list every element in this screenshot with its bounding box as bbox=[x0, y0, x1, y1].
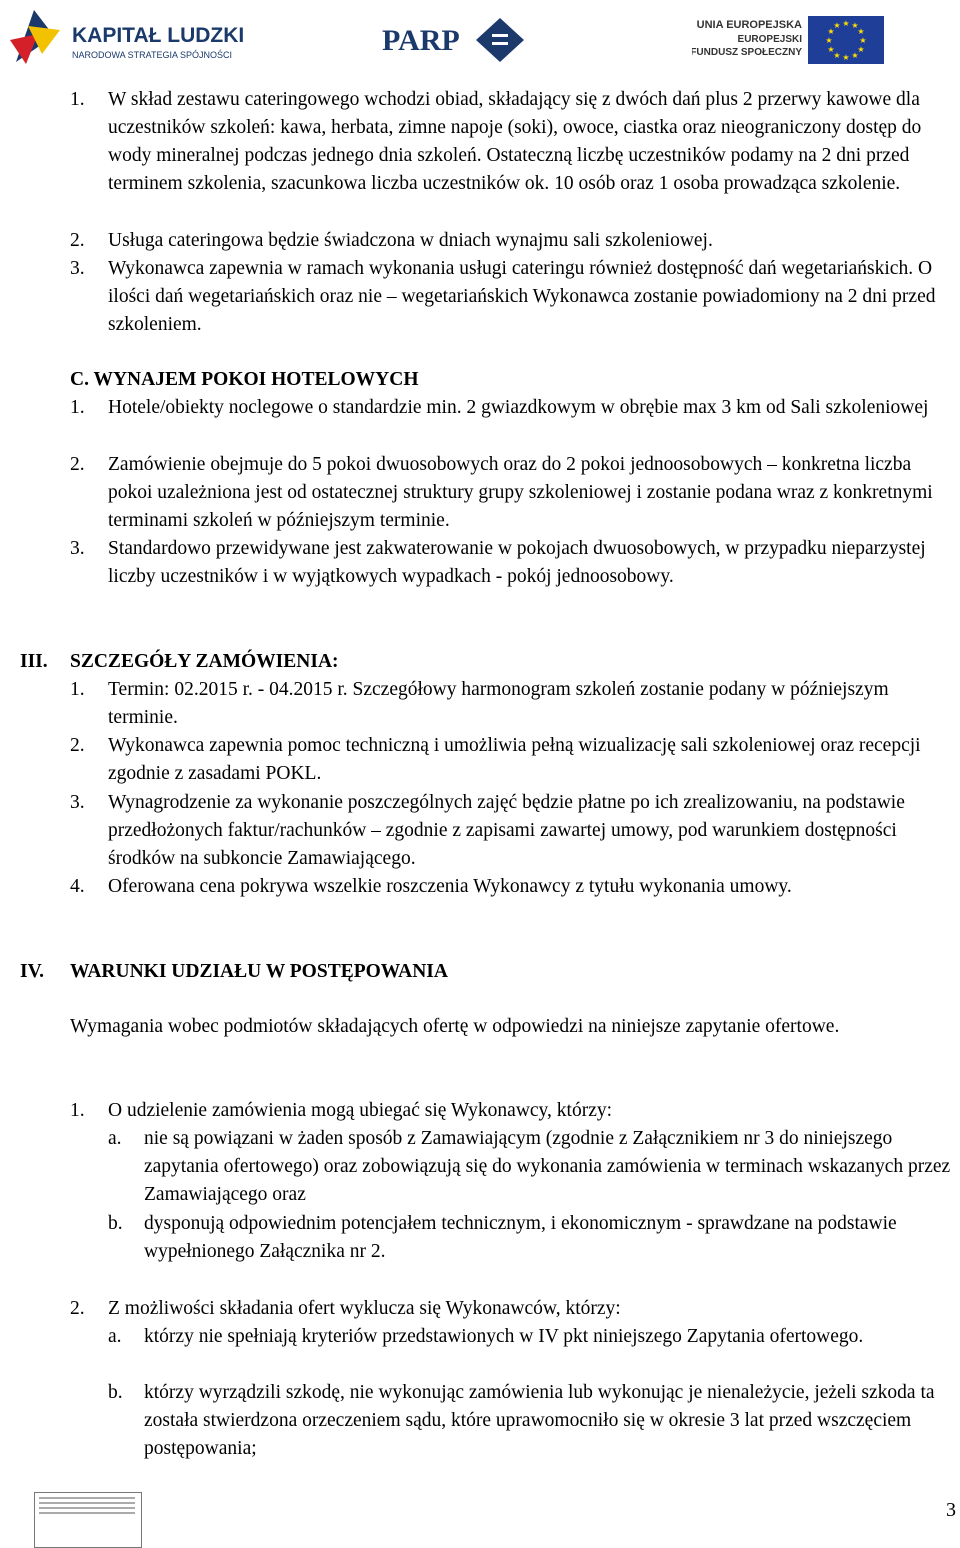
ue-line1: UNIA EUROPEJSKA bbox=[696, 19, 802, 31]
section-iv-point-2-sub-b-text: którzy wyrządzili szkodę, nie wykonując zamówienia lub wykonując je nienależycie, jeżeli szkoda ta została stwierdzona orzeczeniem sądu, które uprawomocniło się w okresie 3 lat przed wszczęciem postępowania; bbox=[144, 1382, 935, 1459]
section-iv-point-1-num: 1. bbox=[70, 1100, 85, 1121]
section-iii-roman: III. bbox=[20, 651, 48, 672]
section-iv-point-1-sub-b-num: b. bbox=[108, 1213, 123, 1234]
ue-line2: EUROPEJSKI bbox=[737, 34, 802, 45]
svg-text:★: ★ bbox=[827, 45, 835, 54]
catering-item-1-num: 1. bbox=[70, 89, 85, 110]
svg-text:★: ★ bbox=[842, 53, 850, 62]
section-iii-item-3-text: Wynagrodzenie za wykonanie poszczególnych zajęć będzie płatne po ich zrealizowaniu, na podstawie przedłożonych faktur/rachunków – zgodnie z zapisami zawartej umowy, pod warunkiem dostępności środków na subkoncie Zamawiającego. bbox=[108, 792, 905, 869]
section-iv-heading: WARUNKI UDZIAŁU W POSTĘPOWANIA bbox=[70, 961, 448, 982]
parp-text: PARP bbox=[382, 24, 460, 57]
svg-text:★: ★ bbox=[859, 36, 867, 45]
section-iii-item-4-text: Oferowana cena pokrywa wszelkie roszczenia Wykonawcy z tytułu wykonania umowy. bbox=[108, 876, 792, 897]
section-iii-item-2-num: 2. bbox=[70, 735, 85, 756]
eu-logo bbox=[692, 14, 886, 64]
section-iv-point-2-sub-a-num: a. bbox=[108, 1326, 122, 1347]
section-iv-point-2-sub-b-num: b. bbox=[108, 1382, 123, 1403]
svg-text:★: ★ bbox=[827, 27, 835, 36]
svg-text:★: ★ bbox=[851, 51, 859, 60]
section-iii-item-1-text: Termin: 02.2015 r. - 04.2015 r. Szczegółowy harmonogram szkoleń zostanie podany w późniejszym terminie. bbox=[108, 679, 889, 728]
section-iii-item-3-num: 3. bbox=[70, 792, 85, 813]
page-number: 3 bbox=[946, 1499, 956, 1521]
svg-text:★: ★ bbox=[857, 27, 865, 36]
catering-item-1-text: W skład zestawu cateringowego wchodzi obiad, składający się z dwóch dań plus 2 przerwy kawowe dla uczestników szkoleń: kawa, herbata, zimne napoje (soki), owoce, ciastka oraz nieograniczony dostęp do wody mineralnej podczas jednego dnia szkoleń. Ostateczną liczbę uczestników podamy na 2 dni przed terminem szkolenia, szacunkowa liczba uczestników ok. 10 osób oraz 1 osoba prowadząca szkolenie. bbox=[108, 89, 922, 194]
section-c-item-2-text: Zamówienie obejmuje do 5 pokoi dwuosobowych oraz do 2 pokoi jednoosobowych – konkretna liczba pokoi uzależniona jest od ostatecznej struktury grupy szkoleniowej i zostanie podana wraz z konkretnymi terminami szkoleń w późniejszym terminie. bbox=[108, 454, 933, 531]
section-iii-item-1-num: 1. bbox=[70, 679, 85, 700]
section-c-item-3-text: Standardowo przewidywane jest zakwaterowanie w pokojach dwuosobowych, w przypadku nieparzystej liczby uczestników i w wyjątkowych wypadkach - pokój jednoosobowy. bbox=[108, 538, 926, 587]
section-c-heading: C. WYNAJEM POKOI HOTELOWYCH bbox=[70, 369, 419, 390]
section-iii-item-2-text: Wykonawca zapewnia pomoc techniczną i umożliwia pełną wizualizację sali szkoleniowej oraz recepcji zgodnie z zasadami POKL. bbox=[108, 735, 921, 784]
footer-stamp-box bbox=[34, 1492, 142, 1548]
catering-item-3-num: 3. bbox=[70, 258, 85, 279]
section-iv-point-2-sub-a-text: którzy nie spełniają kryteriów przedstawionych w IV pkt niniejszego Zapytania ofertowego. bbox=[144, 1326, 864, 1347]
catering-item-3-text: Wykonawca zapewnia w ramach wykonania usługi cateringu również dostępność dań wegetariańskich. O ilości dań wegetariańskich oraz nie – wegetariańskich Wykonawca zostanie powiadomiony na 2 dni przed szkoleniem. bbox=[108, 258, 936, 335]
svg-text:★: ★ bbox=[833, 51, 841, 60]
kl-subtitle: NARODOWA STRATEGIA SPÓJNOŚCI bbox=[72, 50, 233, 60]
svg-text:★: ★ bbox=[825, 36, 833, 45]
section-iv-point-1-sub-b-text: dysponują odpowiednim potencjałem technicznym, i ekonomicznym - sprawdzane na podstawie wypełnionego Załącznika nr 2. bbox=[144, 1213, 897, 1262]
section-iv-point-2-num: 2. bbox=[70, 1298, 85, 1319]
catering-item-2-num: 2. bbox=[70, 230, 85, 251]
svg-text:★: ★ bbox=[833, 21, 841, 30]
svg-text:★: ★ bbox=[857, 45, 865, 54]
section-iii-item-4-num: 4. bbox=[70, 876, 85, 897]
section-c-item-2-num: 2. bbox=[70, 454, 85, 475]
parp-logo bbox=[382, 14, 532, 64]
section-iv-point-1-sub-a-num: a. bbox=[108, 1128, 122, 1149]
parp-diamond-icon bbox=[476, 18, 524, 62]
catering-item-2-text: Usługa cateringowa będzie świadczona w dniach wynajmu sali szkoleniowej. bbox=[108, 230, 713, 251]
section-c-item-1-num: 1. bbox=[70, 397, 85, 418]
stamp-text-lines bbox=[39, 1497, 135, 1517]
svg-text:★: ★ bbox=[842, 19, 850, 28]
kapital-ludzki-logo bbox=[8, 4, 248, 70]
section-iv-point-2-text: Z możliwości składania ofert wyklucza się Wykonawców, którzy: bbox=[108, 1298, 621, 1319]
section-iv-intro: Wymagania wobec podmiotów składających ofertę w odpowiedzi na niniejsze zapytanie ofertowe. bbox=[70, 1016, 840, 1037]
section-c-item-1-text: Hotele/obiekty noclegowe o standardzie min. 2 gwiazdkowym w obrębie max 3 km od Sali szkoleniowej bbox=[108, 397, 929, 418]
kl-title: KAPITAŁ LUDZKI bbox=[72, 24, 245, 47]
section-iv-point-1-sub-a-text: nie są powiązani w żaden sposób z Zamawiającym (zgodnie z Załącznikiem nr 3 do niniejszego zapytania ofertowego) oraz zobowiązują się do wykonania zamówienia w terminach wskazanych przez Zamawiającego oraz bbox=[144, 1128, 951, 1205]
section-iv-point-1-text: O udzielenie zamówienia mogą ubiegać się Wykonawcy, którzy: bbox=[108, 1100, 613, 1121]
section-c-item-3-num: 3. bbox=[70, 538, 85, 559]
section-iv-roman: IV. bbox=[20, 961, 45, 982]
svg-text:★: ★ bbox=[851, 21, 859, 30]
ue-line3: FUNDUSZ SPOŁECZNY bbox=[692, 47, 802, 58]
section-iii-heading: SZCZEGÓŁY ZAMÓWIENIA: bbox=[70, 651, 339, 672]
